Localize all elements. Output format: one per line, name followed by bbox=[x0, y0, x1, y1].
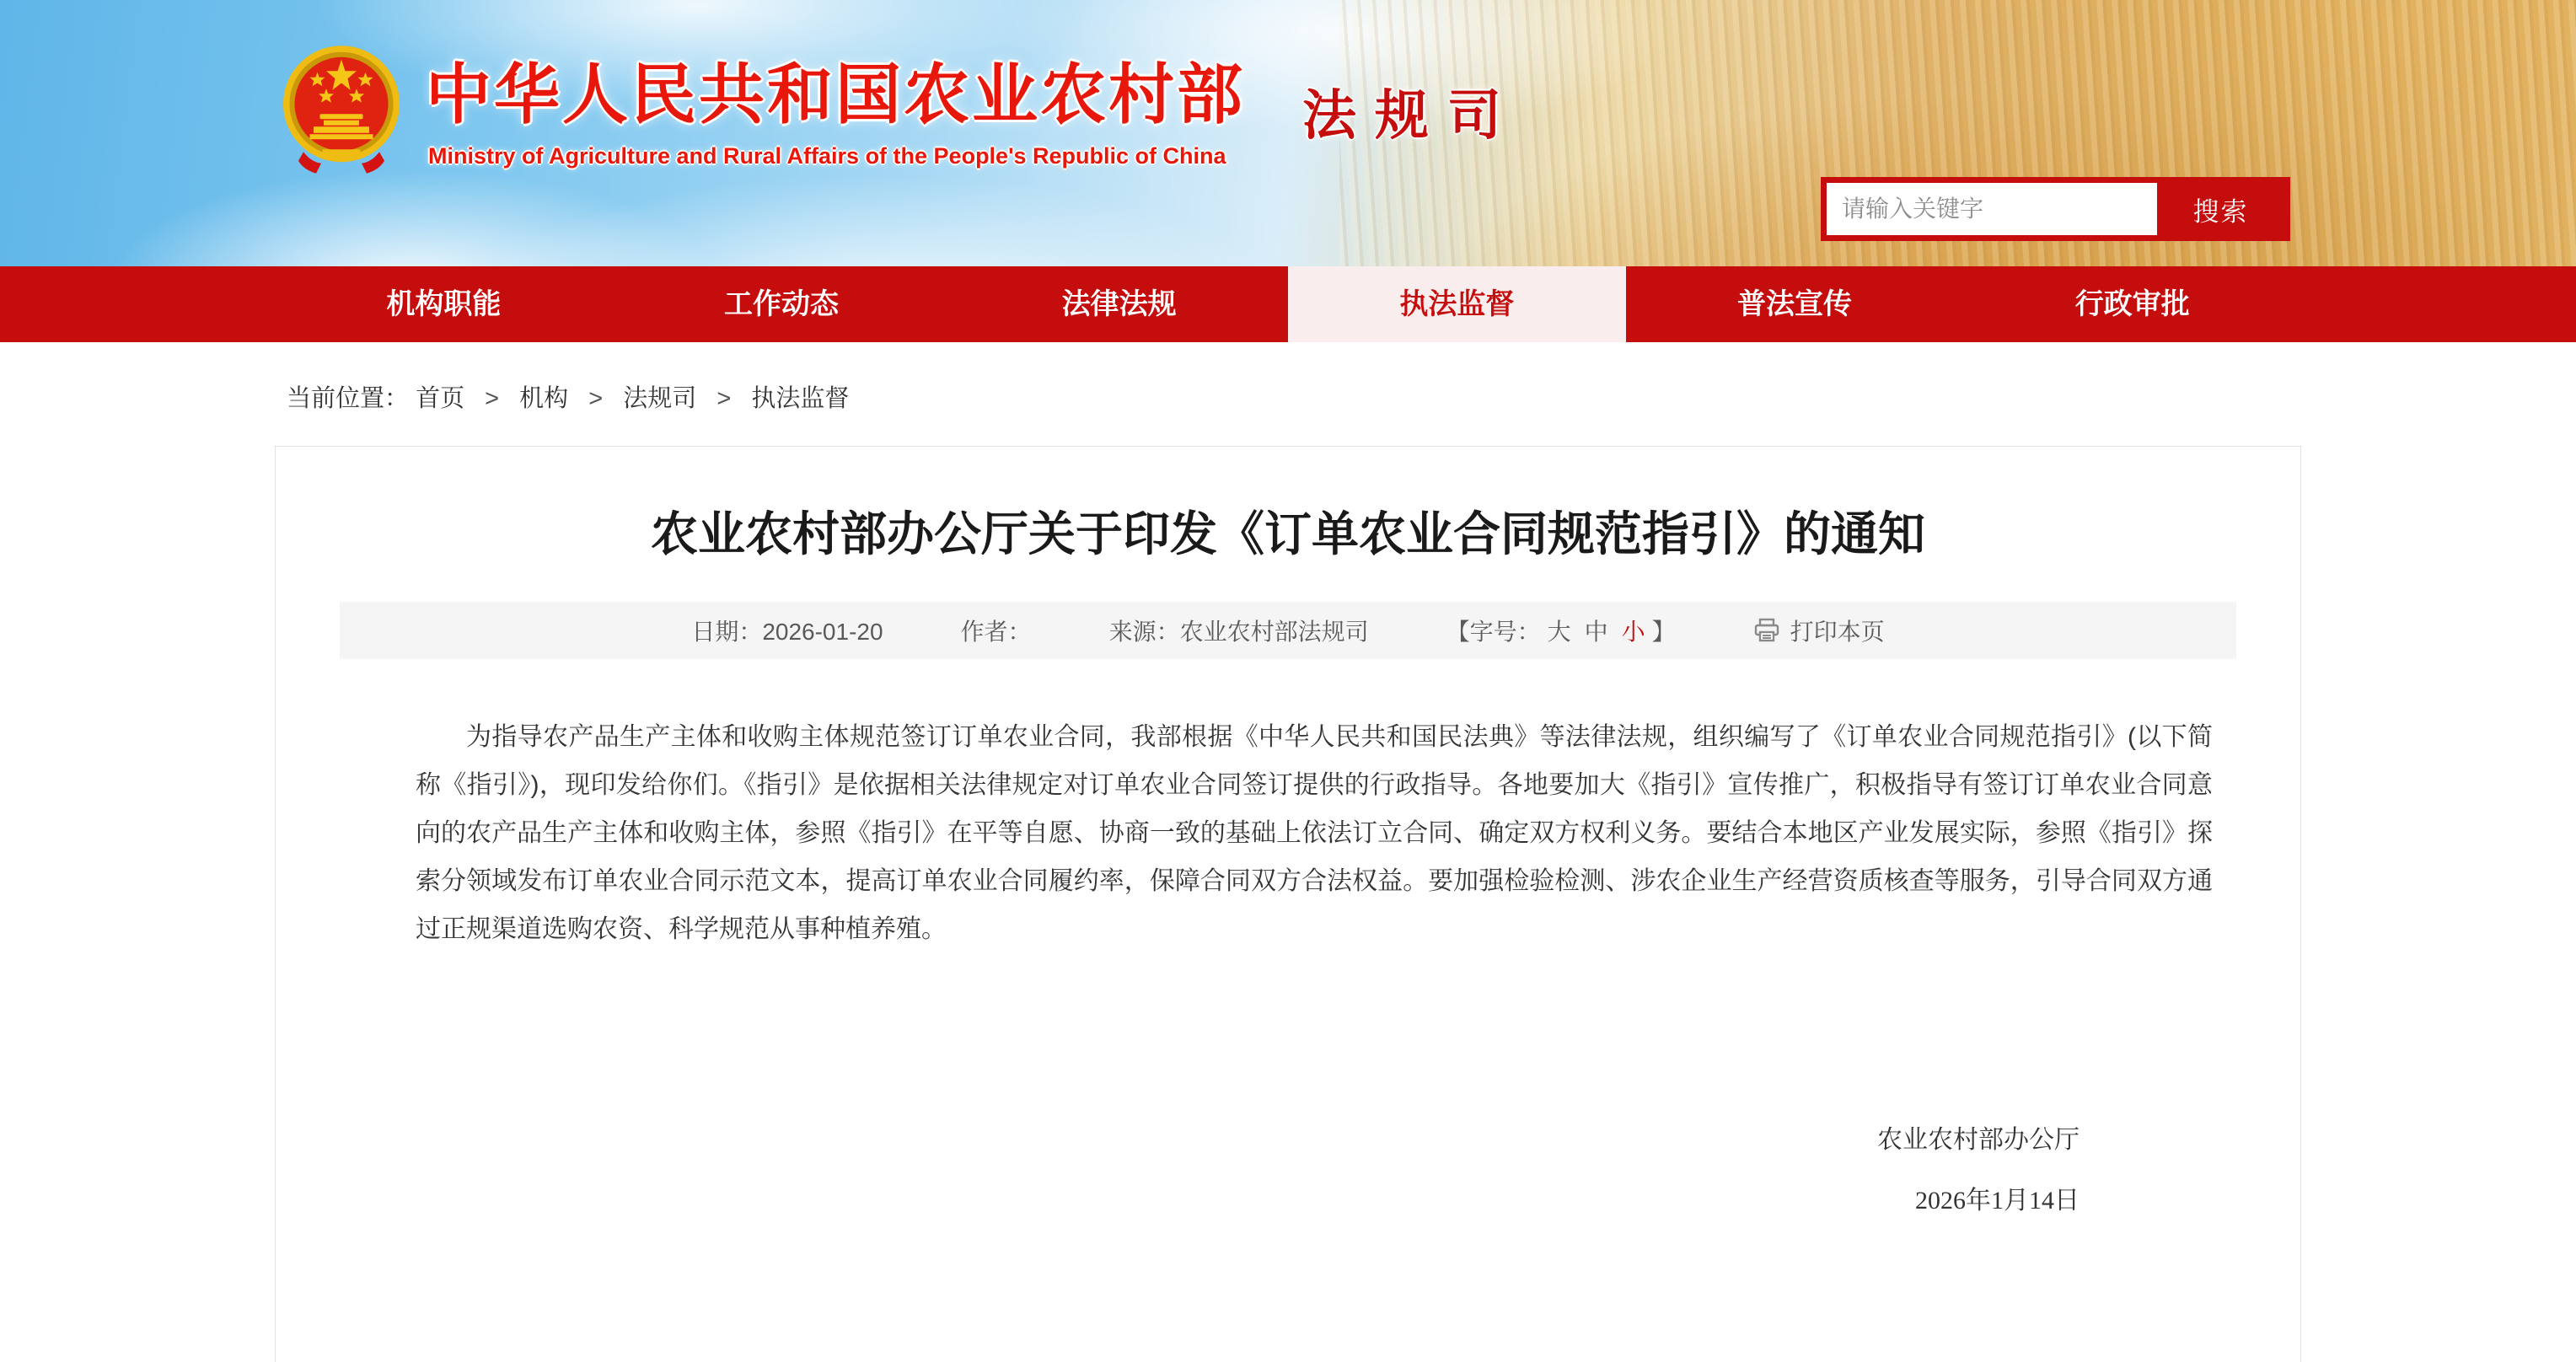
breadcrumb-zhifajiandu[interactable]: 执法监督 bbox=[751, 385, 850, 412]
breadcrumb bbox=[275, 342, 2301, 446]
font-size-medium-button[interactable]: 中 bbox=[1584, 619, 1608, 645]
font-size-small-button[interactable]: 小 bbox=[1621, 619, 1645, 645]
nav-item-jigouzhineng[interactable]: 机构职能 bbox=[386, 288, 502, 320]
article-signature bbox=[276, 1118, 2080, 1216]
nav-item-xingzhengshenpi[interactable]: 行政审批 bbox=[2074, 288, 2190, 320]
article-card bbox=[275, 446, 2301, 1362]
breadcrumb-faguisi[interactable]: 法规司 bbox=[623, 385, 697, 412]
main-nav bbox=[0, 266, 2576, 342]
breadcrumb-separator: > bbox=[485, 385, 500, 412]
meta-date: 日期：2026-01-20 bbox=[691, 619, 883, 645]
font-size-control bbox=[1446, 614, 1676, 647]
header-banner bbox=[0, 0, 2576, 266]
nav-item-zhifajiandu-active[interactable]: 执法监督 bbox=[1288, 266, 1626, 342]
breadcrumb-separator: > bbox=[588, 385, 604, 412]
font-size-large-button[interactable]: 大 bbox=[1547, 619, 1571, 645]
print-page-label: 打印本页 bbox=[1790, 619, 1885, 645]
font-size-prefix: 【字号： bbox=[1446, 619, 1541, 645]
national-emblem-icon bbox=[278, 42, 405, 177]
site-title: 中华人民共和国农业农村部 bbox=[426, 57, 1246, 131]
meta-author: 作者： bbox=[960, 619, 1032, 645]
breadcrumb-label: 当前位置： bbox=[287, 385, 410, 412]
nav-item-pufaxuanchuan[interactable]: 普法宣传 bbox=[1737, 288, 1853, 320]
site-subtitle-english: Ministry of Agriculture and Rural Affairs of the People's Republic of China bbox=[428, 143, 1226, 169]
search-button[interactable]: 搜索 bbox=[2157, 183, 2284, 235]
breadcrumb-separator: > bbox=[716, 385, 732, 412]
signature-organization: 农业农村部办公厅 bbox=[1877, 1126, 2080, 1154]
breadcrumb-jigou[interactable]: 机构 bbox=[519, 385, 569, 412]
article-body-paragraph: 为指导农产品生产主体和收购主体规范签订订单农业合同，我部根据《中华人民共和国民法典》等法律法规，组织编写了《订单农业合同规范指引》(以下简称《指引》)，现印发给你们。《指引》是依据相关法律规定对订单农业合同签订提供的行政指导。各地要加大《指引》宣传推广，积极指导有签订订单农业合同意向的农产品生产主体和收购主体，参照《指引》在平等自愿、协商一致的基础上依法订立合同、确定双方权利义务。要结合本地区产业发展实际，参照《指引》探索分领域发布订单农业合同示范文本，提高订单农业合同履约率，保障合同双方合法权益。要加强检验检测、涉农企业生产经营资质核查等服务，引导合同双方通过正规渠道选购农资、科学规范从事种植养殖。 bbox=[416, 723, 2213, 943]
search-box bbox=[1821, 177, 2290, 241]
font-size-suffix: 】 bbox=[1651, 619, 1676, 645]
nav-item-falvfagui[interactable]: 法律法规 bbox=[1061, 288, 1177, 320]
search-input[interactable] bbox=[1827, 183, 2157, 235]
nav-item-gongzuodongtai[interactable]: 工作动态 bbox=[724, 288, 839, 320]
main-nav-inner bbox=[275, 266, 2301, 342]
signature-date: 2026年1月14日 bbox=[1915, 1187, 2080, 1215]
breadcrumb-home[interactable]: 首页 bbox=[416, 385, 465, 412]
article-title: 农业农村部办公厅关于印发《订单农业合同规范指引》的通知 bbox=[651, 507, 1925, 560]
meta-source: 来源：农业农村部法规司 bbox=[1108, 619, 1369, 645]
department-name: 法规司 bbox=[1302, 84, 1520, 147]
printer-icon bbox=[1753, 618, 1780, 643]
print-page-button[interactable] bbox=[1753, 614, 1885, 647]
article-meta-bar bbox=[340, 602, 2236, 659]
